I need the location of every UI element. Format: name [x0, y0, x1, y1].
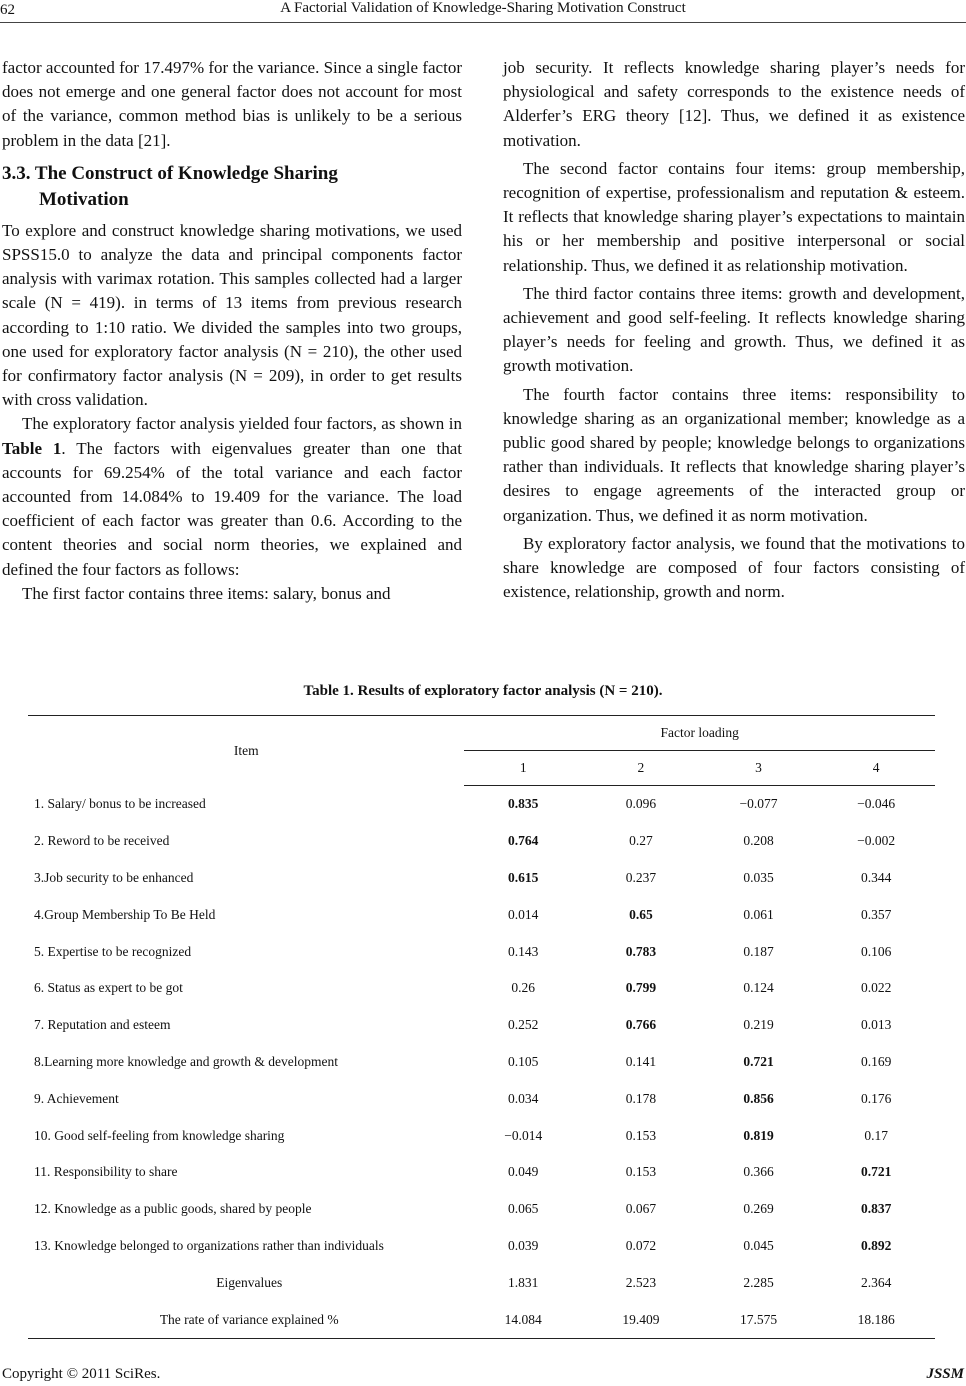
summary-cell: 2.523	[625, 1274, 657, 1290]
section-heading-line2: Motivation	[39, 188, 129, 210]
loading-cell: 0.26	[511, 980, 536, 996]
summary-label: The rate of variance explained %	[28, 1301, 464, 1338]
summary-cell: 1.831	[508, 1274, 539, 1290]
section-heading	[2, 161, 462, 213]
loading-cell: 0.049	[508, 1164, 539, 1180]
table-caption: Table 1. Results of exploratory factor analysis (N = 210).	[303, 683, 663, 699]
journal-name: JSSM	[926, 1366, 964, 1382]
table-body	[28, 786, 935, 1339]
header-rule	[0, 22, 966, 23]
running-title: A Factorial Validation of Knowledge-Sharing Motivation Construct	[280, 0, 686, 16]
loading-cell: 0.045	[743, 1237, 774, 1253]
loading-cell: 0.892	[860, 1237, 892, 1253]
loading-cell: 0.764	[508, 833, 539, 849]
summary-cell: 2.364	[860, 1274, 892, 1290]
item-cell: 2. Reword to be received	[34, 833, 170, 849]
loading-cell: −0.002	[857, 833, 896, 849]
item-cell: 5. Expertise to be recognized	[34, 943, 192, 959]
item-cell: 9. Achievement	[34, 1090, 119, 1106]
loading-cell: 0.096	[625, 796, 657, 812]
loading-cell: 0.169	[860, 1053, 892, 1069]
summary-cell: 17.575	[700, 1301, 818, 1338]
loading-cell: 0.105	[508, 1053, 539, 1069]
table-row	[28, 1154, 935, 1191]
paragraph: The fourth factor contains three items: responsibility to knowledge sharing as an organizational member; knowledge as a public good shared by people; knowledge belongs to organizations rather than individuals. It reflects that knowledge sharing player’s desires to engage agreements of the interacted group or organization. Thus, we defined it as norm motivation.	[503, 384, 965, 525]
factor-header: 1	[464, 751, 582, 786]
factor-header: 2	[582, 751, 700, 786]
item-cell: 12. Knowledge as a public goods, shared by people	[34, 1201, 312, 1217]
summary-cell: 18.186	[817, 1301, 935, 1338]
item-cell: 1. Salary/ bonus to be increased	[34, 796, 206, 812]
loading-cell: 0.344	[860, 869, 892, 885]
table-row	[28, 1044, 935, 1081]
loading-cell: 0.799	[625, 980, 657, 996]
summary-cell: 14.084	[464, 1301, 582, 1338]
section-heading-line1: 3.3. The Construct of Knowledge Sharing	[2, 162, 338, 184]
loading-cell: −0.046	[857, 796, 896, 812]
loading-cell: 0.014	[508, 906, 539, 922]
loading-cell: 0.766	[625, 1017, 657, 1033]
loading-cell: 0.176	[860, 1090, 892, 1106]
loading-cell: 0.252	[508, 1017, 539, 1033]
loading-cell: 0.143	[508, 943, 539, 959]
loading-cell: 0.187	[743, 943, 774, 959]
loading-cell: 0.837	[860, 1201, 892, 1217]
table-reference: Table 1	[2, 438, 62, 458]
item-header: Item	[28, 716, 464, 786]
factor-loading-header: Factor loading	[464, 716, 935, 751]
paragraph: factor accounted for 17.497% for the variance. Since a single factor does not emerge and one general factor does not account for most of the variance, common method bias is unlikely to be a serious problem in the data [21].	[2, 58, 462, 150]
loading-cell: 0.17	[864, 1127, 888, 1143]
paragraph: The third factor contains three items: growth and development, achievement and good self-feeling. It reflects knowledge sharing player’s needs for feeling and growth. Thus, we defined it as growth motivation.	[503, 283, 965, 376]
table-row	[28, 786, 935, 823]
item-cell: 4.Group Membership To Be Held	[34, 906, 216, 922]
loading-cell: 0.022	[860, 980, 892, 996]
loading-cell: 0.208	[743, 833, 774, 849]
factor-analysis-table	[28, 715, 935, 1339]
loading-cell: 0.835	[508, 796, 539, 812]
paragraph: job security. It reflects knowledge sharing player’s needs for physiological and safety corresponds to the existence needs of Alderfer’s ERG theory [12]. Thus, we defined it as existence motivation.	[503, 58, 965, 150]
loading-cell: −0.077	[739, 796, 778, 812]
loading-cell: 0.269	[743, 1201, 774, 1217]
factor-header: 3	[700, 751, 818, 786]
loading-cell: −0.014	[504, 1127, 543, 1143]
loading-cell: 0.856	[743, 1090, 774, 1106]
table-row	[28, 1228, 935, 1265]
factor-header: 4	[817, 751, 935, 786]
right-column	[503, 56, 965, 604]
paragraph-text: . The factors with eigenvalues greater than one that accounts for 69.254% of the total variance and each factor accounted from 14.084% to 19.409 for the variance. The load coefficient of each factor was greater than 0.6. According to the content theories and social norm theories, we explained and defined the four factors as follows:	[2, 438, 462, 579]
summary-cell: 19.409	[582, 1301, 700, 1338]
loading-cell: 0.178	[625, 1090, 657, 1106]
table-row	[28, 896, 935, 933]
page-header	[0, 0, 966, 22]
loading-cell: 0.783	[625, 943, 657, 959]
loading-cell: 0.65	[629, 906, 653, 922]
loading-cell: 0.219	[743, 1017, 774, 1033]
table-row	[28, 970, 935, 1007]
loading-cell: 0.615	[508, 869, 539, 885]
summary-cell: 2.285	[743, 1274, 774, 1290]
loading-cell: 0.141	[625, 1053, 657, 1069]
loading-cell: 0.366	[743, 1164, 774, 1180]
table-row	[28, 860, 935, 897]
table-row	[28, 1080, 935, 1117]
loading-cell: 0.035	[743, 869, 774, 885]
loading-cell: 0.237	[625, 869, 657, 885]
copyright: Copyright © 2011 SciRes.	[2, 1366, 161, 1382]
table-row	[28, 933, 935, 970]
paragraph: To explore and construct knowledge sharing motivations, we used SPSS15.0 to analyze the data and principal components factor analysis with varimax rotation. This samples collected had a larger scale (N = 419). in terms of 13 items from previous research according to 1:10 ratio. We divided the samples into two groups, one used for exploratory factor analysis (N = 210), the other used for confirmatory factor analysis (N = 209), in order to get results with cross validation.	[2, 220, 462, 410]
loading-cell: 0.034	[508, 1090, 539, 1106]
loading-cell: 0.153	[625, 1164, 657, 1180]
item-cell: 7. Reputation and esteem	[34, 1017, 171, 1033]
summary-label: Eigenvalues	[216, 1274, 283, 1290]
item-cell: 6. Status as expert to be got	[34, 980, 183, 996]
loading-cell: 0.27	[629, 833, 653, 849]
loading-cell: 0.072	[625, 1237, 657, 1253]
paragraph: The second factor contains four items: group membership, recognition of expertise, professionalism and reputation & esteem. It reflects that knowledge sharing player’s expectations to maintain his or her membership and positive interpersonal or social relationship. Thus, we defined it as relationship motivation.	[503, 158, 965, 275]
loading-cell: 0.819	[743, 1127, 774, 1143]
loading-cell: 0.067	[625, 1201, 657, 1217]
loading-cell: 0.357	[860, 906, 892, 922]
paragraph-text: The exploratory factor analysis yielded four factors, as shown in	[22, 414, 462, 434]
loading-cell: 0.106	[860, 943, 892, 959]
page-number: 62	[0, 2, 15, 18]
item-cell: 13. Knowledge belonged to organizations rather than individuals	[34, 1237, 384, 1253]
paragraph: The first factor contains three items: salary, bonus and	[22, 583, 391, 603]
table-row	[28, 1117, 935, 1154]
loading-cell: 0.039	[508, 1237, 539, 1253]
table-row	[28, 823, 935, 860]
loading-cell: 0.124	[743, 980, 774, 996]
loading-cell: 0.065	[508, 1201, 539, 1217]
paragraph: By exploratory factor analysis, we found that the motivations to share knowledge are composed of four factors consisting of existence, relationship, growth and norm.	[503, 533, 965, 602]
loading-cell: 0.013	[860, 1017, 892, 1033]
summary-row	[28, 1264, 935, 1301]
item-cell: 11. Responsibility to share	[34, 1164, 178, 1180]
loading-cell: 0.061	[743, 906, 774, 922]
loading-cell: 0.153	[625, 1127, 657, 1143]
loading-cell: 0.721	[743, 1053, 774, 1069]
left-column	[2, 56, 462, 606]
table-row	[28, 1007, 935, 1044]
item-cell: 10. Good self-feeling from knowledge sharing	[34, 1127, 285, 1143]
table-row	[28, 1191, 935, 1228]
paragraph	[2, 412, 462, 581]
item-cell: 3.Job security to be enhanced	[34, 869, 194, 885]
summary-row	[28, 1301, 935, 1338]
item-cell: 8.Learning more knowledge and growth & development	[34, 1053, 339, 1069]
loading-cell: 0.721	[860, 1164, 892, 1180]
